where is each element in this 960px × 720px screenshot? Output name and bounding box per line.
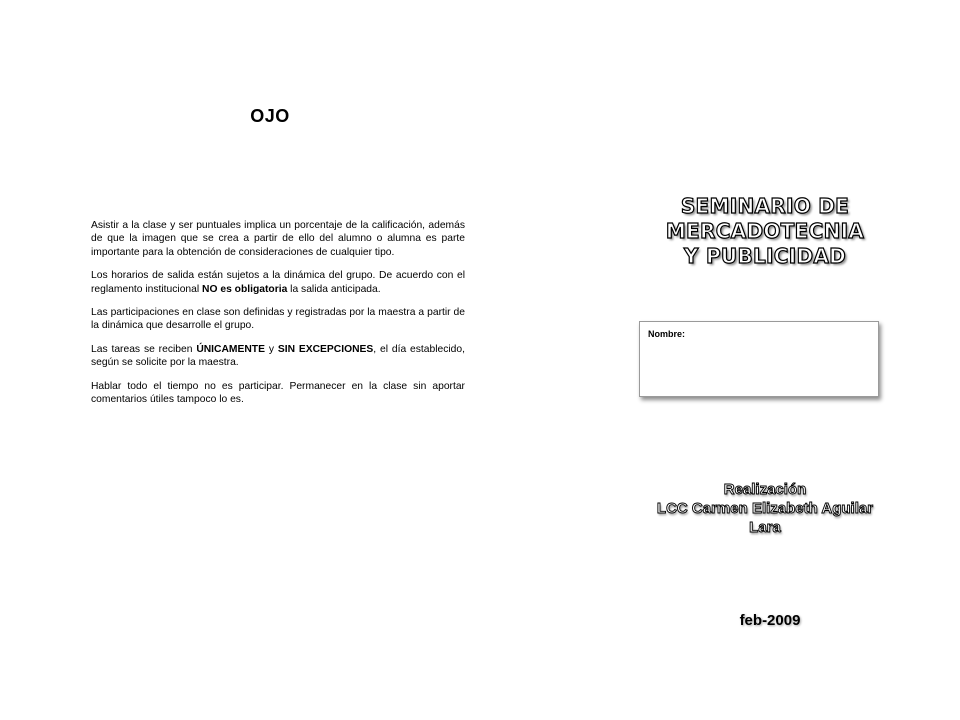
rule-emphasis: NO es obligatoria (202, 283, 288, 295)
rule-emphasis: SIN EXCEPCIONES (277, 343, 374, 355)
rule-text: Los horarios de salida están sujetos a la dinámica del grupo. De acuerdo con el reglamento institucional (91, 270, 465, 295)
rule-paragraph (91, 269, 465, 296)
rule-text: , el día establecido, según se solicite por la maestra. (91, 343, 465, 369)
title-line: Y PUBLICIDAD (683, 244, 847, 268)
rule-paragraph (91, 306, 465, 333)
rule-paragraph (91, 219, 465, 259)
ojo-heading: OJO (250, 106, 290, 126)
credit-line: LCC Carmen Elizabeth Aguilar (656, 500, 874, 517)
title-line: SEMINARIO DE (680, 194, 850, 218)
rule-text: Las tareas se reciben (91, 343, 197, 355)
rule-text: la salida anticipada. (287, 283, 381, 295)
rule-text: Asistir a la clase y ser puntuales implica un porcentaje de la calificación, además de que la imagen que se crea a partir de ello del alumno o alumna es parte importante para la obtención de consideraciones de cualquier tipo. (91, 220, 465, 258)
author-credit (630, 480, 900, 537)
rule-text: Las participaciones en clase son definidas y registradas por la maestra a partir de la dinámica que desarrolle el grupo. (91, 307, 465, 332)
seminar-title (630, 194, 900, 269)
rule-emphasis: ÚNICAMENTE (196, 343, 265, 355)
credit-line: Realización (723, 481, 807, 498)
rule-text: Hablar todo el tiempo no es participar. Permanecer en la clase sin aportar comentarios útiles tampoco lo es. (91, 380, 465, 406)
rule-text: y (264, 343, 278, 355)
name-label: Nombre: (648, 329, 686, 339)
title-line: MERCADOTECNIA (665, 219, 865, 243)
rule-paragraph (91, 380, 465, 407)
rules-text (91, 219, 465, 416)
date-label: feb-2009 (739, 612, 801, 629)
rule-paragraph (91, 343, 465, 370)
name-field-box[interactable] (639, 321, 879, 397)
credit-line: Lara (749, 519, 781, 536)
